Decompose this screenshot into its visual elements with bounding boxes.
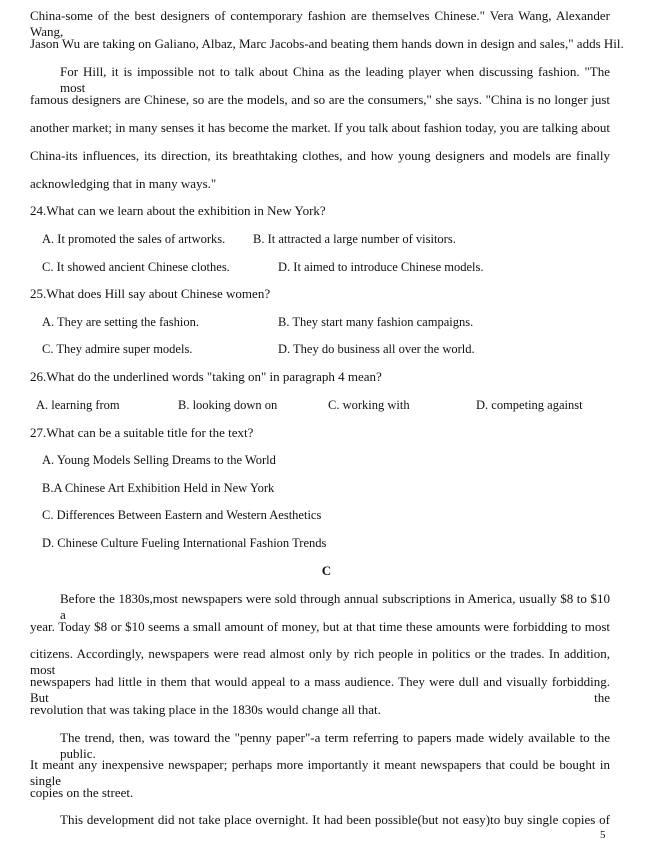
answer-option: C. working with: [328, 398, 410, 412]
answer-option: D. competing against: [476, 398, 583, 412]
paragraph-line: For Hill, it is impossible not to talk about China as the leading player when discussing fashion. "The most: [60, 64, 610, 95]
answer-option: B. looking down on: [178, 398, 278, 412]
answer-option: C. Differences Between Eastern and Western Aesthetics: [42, 508, 322, 522]
paragraph-line: another market; in many senses it has become the market. If you talk about fashion today, you are talking about: [30, 120, 610, 135]
page-number: 5: [600, 829, 606, 841]
section-heading: C: [321, 563, 332, 578]
paragraph-line: year. Today $8 or $10 seems a small amount of money, but at that time these amounts were forbidding to most: [30, 619, 610, 634]
answer-option: B. It attracted a large number of visitors.: [253, 232, 456, 246]
paragraph-line: Jason Wu are taking on Galiano, Albaz, Marc Jacobs-and beating them hands down in design and sales," adds Hil.: [30, 36, 624, 51]
paragraph-line: The trend, then, was toward the "penny paper"-a term referring to papers made widely available to the public.: [60, 730, 610, 761]
answer-option: C. They admire super models.: [42, 342, 193, 356]
paragraph-line: Before the 1830s,most newspapers were sold through annual subscriptions in America, usually $8 to $10 a: [60, 591, 610, 622]
question-stem: 24.What can we learn about the exhibition in New York?: [30, 203, 326, 218]
paragraph-line: citizens. Accordingly, newspapers were read almost only by rich people in politics or the trades. In addition, most: [30, 646, 610, 677]
answer-option: B. They start many fashion campaigns.: [278, 315, 474, 329]
answer-option: A. Young Models Selling Dreams to the World: [42, 453, 276, 467]
paragraph-line: It meant any inexpensive newspaper; perhaps more importantly it meant newspapers that could be bought in single: [30, 757, 610, 788]
question-stem: 26.What do the underlined words "taking on" in paragraph 4 mean?: [30, 369, 382, 384]
paragraph-line: China-its influences, its direction, its breathtaking clothes, and how young designers and models are finally: [30, 148, 610, 163]
paragraph-line: This development did not take place overnight. It had been possible(but not easy)to buy single copies of: [60, 812, 610, 827]
answer-option: A. It promoted the sales of artworks.: [42, 232, 226, 246]
answer-option: B.A Chinese Art Exhibition Held in New York: [42, 481, 275, 495]
question-stem: 25.What does Hill say about Chinese women?: [30, 286, 271, 301]
answer-option: A. They are setting the fashion.: [42, 315, 200, 329]
paragraph-line: China-some of the best designers of contemporary fashion are themselves Chinese." Vera Wang, Alexander Wang,: [30, 8, 610, 39]
answer-option: D. Chinese Culture Fueling International Fashion Trends: [42, 536, 327, 550]
paragraph-line: acknowledging that in many ways.": [30, 176, 217, 191]
answer-option: C. It showed ancient Chinese clothes.: [42, 260, 230, 274]
paragraph-line: revolution that was taking place in the 1830s would change all that.: [30, 702, 381, 717]
answer-option: D. They do business all over the world.: [278, 342, 475, 356]
answer-option: D. It aimed to introduce Chinese models.: [278, 260, 484, 274]
answer-option: A. learning from: [36, 398, 120, 412]
question-stem: 27.What can be a suitable title for the text?: [30, 425, 254, 440]
paragraph-line: copies on the street.: [30, 785, 134, 800]
paragraph-line: famous designers are Chinese, so are the models, and so are the consumers," she says. "China is no longer just: [30, 92, 610, 107]
paragraph-line: newspapers had little in them that would appeal to a mass audience. They were dull and visually forbidding. But the: [30, 674, 610, 705]
